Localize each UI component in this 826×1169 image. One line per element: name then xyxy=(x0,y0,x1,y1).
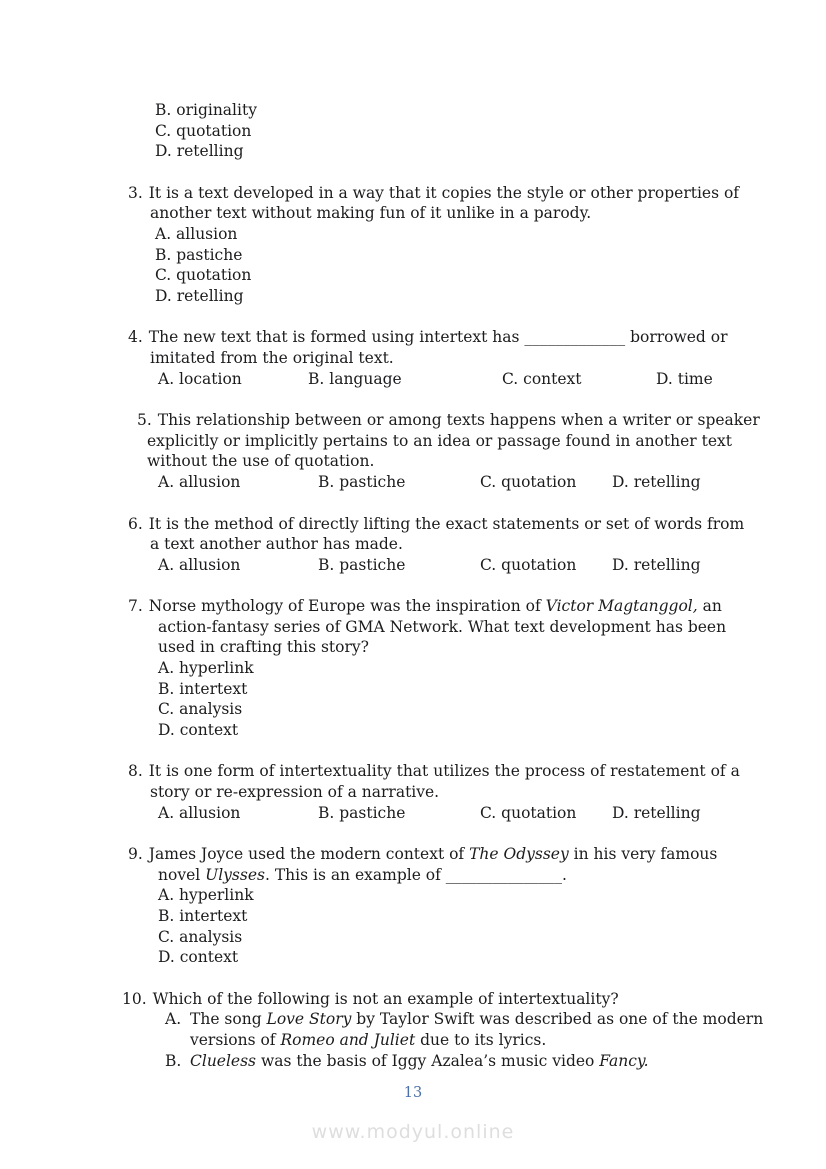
question-number: 4. xyxy=(128,328,143,347)
answer-option: D. retelling xyxy=(155,286,244,305)
answer-option: D. time xyxy=(656,369,713,388)
answer-option: C. analysis xyxy=(158,700,243,719)
answer-option: D. retelling xyxy=(612,472,701,491)
answer-option: B. intertext xyxy=(158,907,248,925)
question-stem-line: explicitly or implicitly pertains to an idea or passage found in another text xyxy=(147,431,732,450)
carryover-options xyxy=(128,100,748,162)
question-text: It is one form of intertextuality that utilizes the process of restatement of a xyxy=(148,762,740,781)
answer-option: B. intertext xyxy=(158,679,248,698)
question-9 xyxy=(128,844,748,968)
footer-watermark: www.modyul.online xyxy=(311,1121,515,1143)
answer-option: B. language xyxy=(308,369,402,388)
answer-option: C. analysis xyxy=(158,927,243,946)
question-text: James Joyce used the modern context of The Odyssey in his very famous xyxy=(148,845,718,864)
answer-options-row xyxy=(128,472,748,493)
option-text-line: The song Love Story by Taylor Swift was described as one of the modern xyxy=(190,1010,764,1029)
option-letter: B. xyxy=(165,1051,182,1070)
question-number: 6. xyxy=(128,514,143,533)
question-stem-line: action-fantasy series of GMA Network. What text development has been xyxy=(158,617,727,636)
question-8 xyxy=(128,761,748,823)
answer-option: C. context xyxy=(502,369,582,388)
question-stem-line xyxy=(137,410,760,431)
answer-option xyxy=(122,1009,764,1050)
question-stem-line xyxy=(128,327,748,348)
option-text-line: Clueless was the basis of Iggy Azalea’s music video Fancy. xyxy=(190,1051,649,1070)
answer-option: A. allusion xyxy=(158,555,241,574)
answer-options-row xyxy=(128,803,748,824)
question-text: The new text that is formed using intertext has _____________ borrowed or xyxy=(148,328,728,347)
question-number: 8. xyxy=(128,762,143,781)
answer-option: D. retelling xyxy=(155,142,244,161)
answer-option: B. pastiche xyxy=(318,803,406,822)
answer-option: D. context xyxy=(158,720,239,739)
question-number: 5. xyxy=(137,411,152,430)
answer-option: D. retelling xyxy=(612,803,701,822)
answer-option: C. quotation xyxy=(480,472,577,491)
question-stem-line xyxy=(128,514,748,535)
question-stem-line: novel Ulysses. This is an example of _______________. xyxy=(158,865,567,884)
question-text: Norse mythology of Europe was the inspiration of Victor Magtanggol, an xyxy=(148,597,722,616)
option-text-line: versions of Romeo and Juliet due to its lyrics. xyxy=(190,1030,547,1049)
question-text: Which of the following is not an example of intertextuality? xyxy=(152,989,619,1008)
answer-options-row xyxy=(128,555,748,576)
question-text: It is a text developed in a way that it copies the style or other properties of xyxy=(148,183,740,202)
question-4 xyxy=(128,327,748,389)
answer-option: D. context xyxy=(158,948,239,967)
answer-option: B. pastiche xyxy=(318,472,406,491)
answer-option: B. pastiche xyxy=(155,245,243,264)
question-stem-line xyxy=(128,596,748,617)
question-text: This relationship between or among texts happens when a writer or speaker xyxy=(157,411,760,430)
option-letter: A. xyxy=(165,1010,182,1029)
quiz-content xyxy=(122,100,764,1071)
answer-option: A. hyperlink xyxy=(158,886,254,905)
question-stem-line xyxy=(128,761,748,782)
question-number: 3. xyxy=(128,183,143,202)
question-stem-line: imitated from the original text. xyxy=(150,348,394,367)
answer-option: B. pastiche xyxy=(318,555,406,574)
option-text xyxy=(190,1009,763,1050)
question-number: 9. xyxy=(128,845,143,864)
question-stem-line: used in crafting this story? xyxy=(158,638,369,657)
footer-page-number: 13 xyxy=(403,1085,423,1101)
question-stem-line xyxy=(122,989,748,1010)
answer-option: D. retelling xyxy=(612,555,701,574)
question-stem-line xyxy=(128,844,748,865)
answer-option: A. location xyxy=(158,369,242,388)
question-number: 7. xyxy=(128,597,143,616)
question-stem-line xyxy=(128,183,748,204)
answer-option: A. allusion xyxy=(158,472,241,491)
question-number: 10. xyxy=(122,989,147,1008)
answer-option: C. quotation xyxy=(480,555,577,574)
answer-options-row xyxy=(128,369,748,390)
question-stem-line: story or re-expression of a narrative. xyxy=(150,783,440,802)
answer-option: C. quotation xyxy=(480,803,577,822)
question-7 xyxy=(128,596,748,740)
question-3 xyxy=(128,183,748,307)
answer-option: A. allusion xyxy=(158,803,241,822)
answer-option: A. hyperlink xyxy=(158,659,254,678)
answer-option: B. originality xyxy=(155,101,257,119)
answer-option: A. allusion xyxy=(155,224,238,243)
answer-option xyxy=(122,1051,748,1072)
question-stem-line: without the use of quotation. xyxy=(147,452,375,471)
question-stem-line: a text another author has made. xyxy=(150,535,403,554)
answer-option: C. quotation xyxy=(155,121,252,140)
question-6 xyxy=(128,514,748,576)
question-stem-line: another text without making fun of it unlike in a parody. xyxy=(150,204,592,223)
question-text: It is the method of directly lifting the exact statements or set of words from xyxy=(148,514,745,533)
question-10 xyxy=(122,989,764,1071)
answer-option: C. quotation xyxy=(155,266,252,285)
question-5 xyxy=(128,410,760,492)
option-text xyxy=(190,1051,649,1072)
